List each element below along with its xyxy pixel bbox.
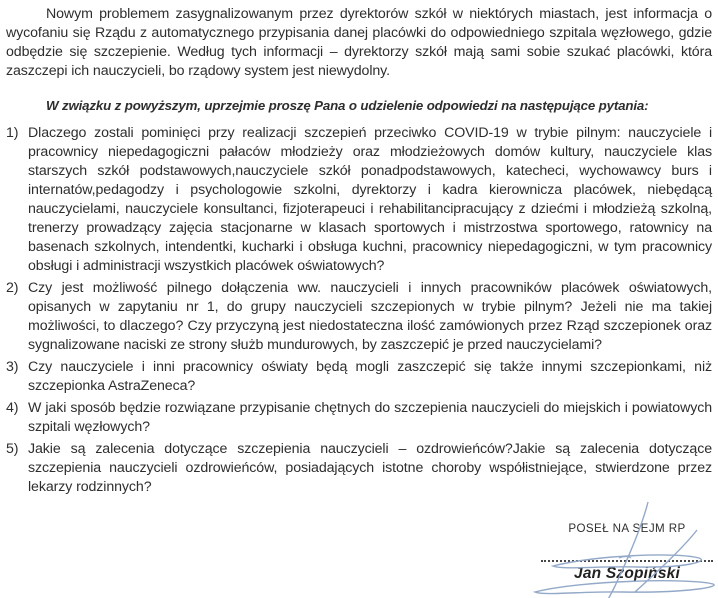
question-text: Jakie są zalecenia dotyczące szczepienia nauczycieli – ozdrowieńców?Jakie są zalecenia dotyczące szczepienia nauczycieli ozdrowieńców, posiadających istotne choroby współistniejące, stwierdzone przez lekarzy rodzinnych? (28, 441, 712, 495)
question-text: Dlaczego zostali pominięci przy realizacji szczepień przeciwko COVID-19 w trybie pilnym: nauczyciele i pracownicy niepedagogiczni pałaców młodzieży oraz młodzieżowych domów kultury, nauczyciele klas starszych szkół podstawowych,nauczyciele szkół ponadpodstawowych, katecheci, wychowawcy burs i internatów,pedagodzy i psychologowie szkolni, dyrektorzy i kadra kierownicza placówek, niebędącą nauczycielami, nauczyciele konsultanci, fizjoterapeuci i rehabilitancipracujący z dziećmi i młodzieżą szkolną, trenerzy prowadzący zajęcia stacjonarne w klasach sportowych i mistrzostwa sportowego, ratownicy na basenach szkolnych, intendentki, kucharki i obsługa kuchni, pracownicy niepedagogiczni, w tym pracownicy obsługi i administracji wszystkich placówek oświatowych? (28, 125, 712, 274)
questions-list (6, 124, 712, 497)
handwritten-signature-icon (527, 500, 718, 598)
question-item (6, 399, 712, 437)
question-text: Czy nauczyciele i inni pracownicy oświaty będą mogli zaszczepić się także innymi szczepionkami, niż szczepionka AstraZeneca? (28, 359, 712, 394)
question-number: 5) (6, 441, 19, 457)
question-number: 1) (6, 125, 19, 141)
question-item (6, 124, 712, 276)
question-number: 2) (6, 280, 19, 296)
question-text: Czy jest możliwość pilnego dołączenia ww. nauczycieli i innych pracowników placówek oświatowych, opisanych w zapytaniu nr 1, do grupy nauczycieli szczepionych w trybie pilnym? Jeżeli nie ma takiej możliwości, to dlaczego? Czy przyczyną jest niedostateczna ilość zamówionych przez Rząd szczepionek oraz sygnalizowane naciski ze strony służb mundurowych, by zaszczepić je przed nauczycielami? (28, 280, 712, 353)
question-item (6, 358, 712, 396)
question-number: 4) (6, 400, 19, 416)
signature-dotted-line (541, 560, 713, 562)
question-text: W jaki sposób będzie rozwiązane przypisanie chętnych do szczepienia nauczycieli do miejskich i powiatowych szpitali węzłowych? (28, 400, 712, 435)
question-number: 3) (6, 359, 19, 375)
intro-paragraph: Nowym problemem zasygnalizowanym przez dyrektorów szkół w niektórych miastach, jest informacja o wycofaniu się Rządu z automatycznego przypisania danej placówki do odpowiedniego szpitala węzłowego, gdzie odbędzie się szczepienie. Według tych informacji – dyrektorzy szkół mają sami sobie szukać placówki, która zaszczepi ich nauczycieli, bo rządowy system jest niewydolny. (6, 6, 712, 79)
question-item (6, 440, 712, 497)
question-item (6, 279, 712, 355)
signature-role-label: POSEŁ NA SEJM RP (568, 522, 686, 535)
questions-heading: W związku z powyższym, uprzejmie proszę Pana o udzielenie odpowiedzi na następujące pytania: (46, 98, 649, 113)
signature-name: Jan Szopiński (574, 565, 680, 582)
signature-block (541, 522, 713, 583)
